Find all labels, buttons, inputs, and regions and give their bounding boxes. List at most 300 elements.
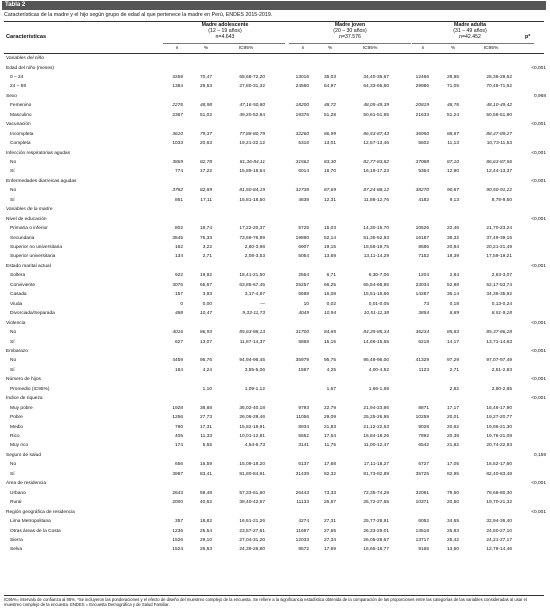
table-cell: 16,18-17,23 <box>363 169 389 175</box>
table-cell: 20,01 <box>446 415 459 421</box>
row-label: Lima Metropolitana <box>10 519 51 524</box>
table-cell: 70,48-71,62 <box>486 84 512 90</box>
row-label: Violencia <box>6 320 26 326</box>
table-cell: 22,79 <box>323 405 336 411</box>
table-cell: 5868 <box>298 339 309 345</box>
table-cell: 15,51-16,66 <box>363 292 389 298</box>
table-cell: 48,98 <box>199 103 212 109</box>
table-cell: 85,37-86,28 <box>486 330 512 335</box>
table-cell: 12,57-13,46 <box>363 141 389 147</box>
table-cell: 13,60 <box>446 547 459 553</box>
row-label: Índice de riqueza <box>6 396 43 402</box>
table-cell: 8,78-9,50 <box>491 197 512 203</box>
table-cell: 28,38-29,52 <box>486 74 512 80</box>
table-cell: 12,44-13,37 <box>486 169 512 175</box>
table-row <box>0 405 550 413</box>
table-cell: 38,88 <box>199 405 212 411</box>
table-cell: 27,65 <box>323 528 336 534</box>
table-cell: 19,86-21,30 <box>486 424 512 430</box>
table-cell: 28,95 <box>446 74 459 80</box>
table-cell: 83,30 <box>323 159 336 165</box>
table-cell: 34,36-35,92 <box>486 292 512 298</box>
p-value: <0,001 <box>531 178 546 184</box>
table-cell: 2,82 <box>449 386 459 392</box>
table-row <box>0 272 550 280</box>
table-cell: 1,10 <box>202 386 212 392</box>
table-cell: 11,88-12,76 <box>363 197 389 203</box>
table-cell: 48,76 <box>446 103 459 109</box>
row-label: Conviviente <box>10 282 36 288</box>
table-cell: 10526 <box>415 226 429 232</box>
table-cell: 19,27-20,77 <box>486 415 512 421</box>
sub-ic-2: IC95% <box>362 46 378 51</box>
table-cell: 11,13 <box>447 141 459 147</box>
row-label: Sí <box>10 197 15 203</box>
table-cell: 8,89 <box>449 311 459 317</box>
table-cell: 3987 <box>172 471 183 477</box>
table-cell: 81,36-84,11 <box>239 159 265 165</box>
table-row <box>0 235 550 243</box>
table-cell: 21,12-22,53 <box>363 424 389 430</box>
table-cell: 38270 <box>415 188 429 194</box>
table-cell: 20819 <box>415 103 429 109</box>
table-cell: 17,11 <box>200 197 212 203</box>
table-cell: 405 <box>174 434 183 439</box>
table-cell: 19,70-21,32 <box>486 500 512 506</box>
table-cell: 27,80-31,32 <box>239 84 265 90</box>
table-cell: 73,59-76,99 <box>239 235 265 241</box>
table-cell: 1597 <box>298 367 309 373</box>
table-cell: 63,85-67,45 <box>239 282 265 288</box>
table-cell: 2643 <box>172 490 183 496</box>
table-cell: 24560 <box>295 84 309 90</box>
table-cell: 35,14 <box>446 292 459 298</box>
p-value: 0,968 <box>533 93 546 99</box>
table-cell: 12033 <box>295 537 309 543</box>
table-cell: 20,50 <box>446 500 459 506</box>
table-cell: 27,04-31,20 <box>239 537 265 543</box>
table-cell: 18,39 <box>446 254 459 260</box>
table-cell: — <box>260 301 265 307</box>
row-label: Completa <box>10 141 31 147</box>
row-label: No <box>10 159 17 165</box>
table-cell: 84,85 <box>323 330 336 335</box>
table-cell: 19,76-21,08 <box>486 434 512 439</box>
table-cell: 40,52 <box>199 500 212 506</box>
table-cell: 134 <box>174 254 183 260</box>
group-rule-2 <box>289 43 411 44</box>
table-cell: 35,03 <box>323 74 336 80</box>
table-cell: 8934 <box>298 424 309 430</box>
table-cell: 24,60-27,10 <box>486 528 512 534</box>
table-cell: 3,93 <box>202 292 212 298</box>
table-cell: 14287 <box>415 292 429 298</box>
table-cell: 11056 <box>296 415 309 421</box>
table-cell: 52,17-53,74 <box>486 282 512 288</box>
table-cell: 32738 <box>295 188 309 194</box>
table-cell: 82,78 <box>199 159 212 165</box>
row-label: Secundaria <box>10 235 35 241</box>
table-cell: 0,02 <box>326 301 336 307</box>
variable-row <box>0 216 550 224</box>
table-cell: 16,65-18,77 <box>363 547 389 553</box>
table-cell: 8586 <box>418 245 429 250</box>
table-cell: 3545 <box>172 235 183 241</box>
table-cell: 162 <box>174 245 183 250</box>
sub-n-2: n <box>301 46 305 51</box>
table-cell: 29,53 <box>199 84 212 90</box>
table-cell: 25,77-28,91 <box>363 519 389 524</box>
table-cell: 11,87-14,37 <box>239 339 265 345</box>
table-cell: 27,31 <box>323 519 336 524</box>
table-cell: 1236 <box>172 528 183 534</box>
table-cell: 20,21-21,49 <box>486 245 512 250</box>
table-cell: 17,22-20,37 <box>239 226 265 232</box>
table-row <box>0 131 550 139</box>
table-cell: 5,55 <box>202 443 212 449</box>
table-cell: 81,73-82,89 <box>363 471 389 477</box>
table-cell: 1,67 <box>326 386 336 392</box>
table-cell: 84,35-85,34 <box>363 330 389 335</box>
table-cell: 88,47-89,27 <box>486 131 512 137</box>
table-cell: 3854 <box>418 311 429 317</box>
table-cell: 14,17 <box>446 339 459 345</box>
table-cell: 1033 <box>172 141 183 147</box>
table-cell: 6907 <box>298 245 309 250</box>
table-cell: 3,22 <box>202 245 212 250</box>
table-cell: 10,73-11,53 <box>486 141 512 147</box>
table-cell: 48,10-49,42 <box>486 103 512 109</box>
table-cell: 16,52-17,60 <box>486 462 512 468</box>
table-cell: 9,33-11,73 <box>242 311 265 317</box>
variable-row <box>0 320 550 328</box>
variable-row <box>0 348 550 356</box>
table-cell: 32081 <box>415 490 429 496</box>
table-cell: 26,67 <box>323 500 336 506</box>
table-cell: 5725 <box>298 226 309 232</box>
table-cell: 21,82 <box>446 443 459 449</box>
table-cell: 95,48-96,00 <box>363 358 389 364</box>
table-cell: 1928 <box>172 405 183 411</box>
table-cell: 15,03 <box>323 226 336 232</box>
table-cell: 9165 <box>418 547 429 553</box>
table-row <box>0 102 550 110</box>
p-value: <0,001 <box>531 263 546 269</box>
table-cell: 25,42 <box>446 537 459 543</box>
table-cell: 71,05 <box>446 84 459 90</box>
table-cell: 16,46-17,90 <box>486 405 512 411</box>
table-cell: 16,61-21,26 <box>239 519 265 524</box>
table-label: Tabla 2 <box>2 1 546 10</box>
table-cell: 10 <box>303 301 309 307</box>
table-cell: 12466 <box>415 74 429 80</box>
table-row <box>0 140 550 148</box>
table-cell: 68,68-72,20 <box>239 74 265 80</box>
table-row <box>0 386 550 394</box>
variable-row <box>0 178 550 186</box>
table-cell: 64,33-65,60 <box>363 84 389 90</box>
table-cell: 41329 <box>415 358 429 364</box>
table-cell: 10,47 <box>199 311 212 317</box>
row-label: Rico <box>10 434 20 439</box>
table-cell: 15,81-18,50 <box>239 197 265 203</box>
table-cell: 6542 <box>418 443 429 449</box>
table-cell: 1256 <box>172 415 183 421</box>
table-cell: 4016 <box>172 330 183 335</box>
table-cell: 16,84-18,26 <box>363 434 389 439</box>
table-row <box>0 197 550 205</box>
row-label: Masculino <box>10 112 32 118</box>
table-cell: 10,51-11,38 <box>363 311 389 317</box>
table-caption: Características de la madre y el hijo según grupo de edad al que pertenece la madre en Perú, ENDES 2015-2019. <box>4 12 273 18</box>
table-cell: 10,94 <box>323 311 336 317</box>
table-cell: 81,80-84,91 <box>239 471 265 477</box>
table-cell: 1204 <box>418 273 429 279</box>
table-cell: 627 <box>174 339 183 345</box>
table-cell: 13,71-14,63 <box>486 339 512 345</box>
table-cell: 20,74-22,93 <box>486 443 512 449</box>
table-cell: 3,55-5,06 <box>244 367 265 373</box>
p-value: 0,159 <box>533 452 546 458</box>
table-cell: 36234 <box>415 330 429 335</box>
row-label: Urbano <box>10 490 26 496</box>
table-cell: 13717 <box>415 537 429 543</box>
table-cell: 27,34 <box>323 537 336 543</box>
table-cell: 36,02-40,18 <box>239 405 265 411</box>
table-cell: 50,58-51,90 <box>486 112 512 118</box>
table-cell: 51,28 <box>323 112 336 118</box>
table-cell: 4,25 <box>326 367 336 373</box>
table-cell: 1,66-1,69 <box>368 386 389 392</box>
table-cell: 31700 <box>295 330 309 335</box>
table-row <box>0 310 550 318</box>
table-cell: 12,78-14,46 <box>486 547 512 553</box>
table-cell: 12,31 <box>323 197 336 203</box>
table-cell: 802 <box>174 226 183 232</box>
table-row <box>0 301 550 309</box>
table-cell: 656 <box>174 462 183 468</box>
table-cell: 16,08 <box>323 292 336 298</box>
table-cell: 1,09-1,12 <box>244 386 265 392</box>
row-label: Seguro de salud <box>6 452 41 458</box>
table-cell: 17,31 <box>199 424 212 430</box>
table-cell: 4049 <box>298 311 309 317</box>
table-cell: 9,13 <box>449 197 459 203</box>
table-cell: 17,22 <box>199 169 212 175</box>
table-cell: 0 <box>180 301 183 307</box>
table-cell: 5552 <box>298 434 309 439</box>
table-cell: 17,69 <box>323 547 336 553</box>
table-cell: 9572 <box>298 547 309 553</box>
table-cell: 18,41-21,50 <box>239 273 265 279</box>
table-cell: 66,25 <box>323 282 336 288</box>
table-row <box>0 528 550 536</box>
table-cell: 14,30-15,70 <box>363 226 389 232</box>
table-cell: 32,94-36,40 <box>486 519 512 524</box>
table-cell: 16187 <box>415 235 429 241</box>
table-cell: 82,95 <box>446 471 459 477</box>
table-cell: 34,65 <box>446 519 459 524</box>
table-cell: 73 <box>423 301 429 307</box>
table-row <box>0 187 550 195</box>
table-row <box>0 253 550 261</box>
table-cell: 13,01 <box>323 141 336 147</box>
table-cell: 11133 <box>296 500 309 506</box>
table-cell: 87,10 <box>446 159 459 165</box>
table-cell: 18,74 <box>199 226 212 232</box>
group-rule-3 <box>412 43 534 44</box>
row-label: Superior universitaria <box>10 254 56 260</box>
row-label: Vacunación <box>6 122 31 128</box>
row-label: Sexo <box>6 93 17 99</box>
table-cell: 22,46 <box>446 226 459 232</box>
table-row <box>0 537 550 545</box>
table-cell: 18,82 <box>199 519 212 524</box>
table-cell: 79,50 <box>446 490 459 496</box>
table-cell: 25,54 <box>199 528 212 534</box>
table-cell: 9793 <box>298 405 309 411</box>
row-label: Otras áreas de la Costa <box>10 528 61 534</box>
table-cell: 83,41 <box>199 471 212 477</box>
table-cell: 75,33 <box>199 235 212 241</box>
sub-pct-3: % <box>450 46 456 51</box>
table-cell: 20,62 <box>446 424 459 430</box>
row-label: Incompleta <box>10 131 34 137</box>
table-cell: 9028 <box>418 424 429 430</box>
table-cell: 0,01-0,05 <box>368 301 389 307</box>
table-cell: 19,21-22,12 <box>239 141 265 147</box>
table-cell: 88,87 <box>446 131 459 137</box>
table-cell: 4,24 <box>202 367 212 373</box>
table-footnote: IC95%= intervalo de confianza al 95%. *Se incluyeron las ponderaciones y el efecto de diseño del muestreo complejo de la encuesta. Se refiere a la significancia estadística obtenida de la comparación de las proporciones entre las categorías de las variables consideradas al usar el muestreo complejo de la encuesta. ENDES = Encuesta Demográfica y de Salud Familiar. <box>4 597 527 608</box>
table-cell: 15,09-18,20 <box>239 462 265 468</box>
row-label: Pobre <box>10 415 23 421</box>
row-label: Selva <box>10 547 22 553</box>
table-cell: 52,14 <box>323 235 336 241</box>
row-label: Número de hijos <box>6 377 41 383</box>
table-cell: 47,16-50,80 <box>239 103 265 109</box>
table-cell: 85,63-88,13 <box>239 330 265 335</box>
table-cell: 21,83 <box>323 424 336 430</box>
table-cell: 357 <box>174 519 183 524</box>
table-cell: 2000 <box>172 500 183 506</box>
sub-pct-1: % <box>203 46 209 51</box>
section-row <box>0 55 550 63</box>
table-row <box>0 433 550 441</box>
table-cell: 6137 <box>298 462 309 468</box>
table-cell: 3141 <box>298 443 309 449</box>
table-cell: 4274 <box>298 519 309 524</box>
table-cell: 3,17-4,87 <box>244 292 265 298</box>
table-cell: 79,37 <box>199 131 212 137</box>
table-cell: 17,68 <box>323 462 336 468</box>
table-cell: 35725 <box>415 471 429 477</box>
table-cell: 488 <box>174 311 183 317</box>
table-cell: 20,63 <box>199 141 212 147</box>
table-cell: 86,93 <box>199 330 212 335</box>
p-value: <0,001 <box>531 509 546 515</box>
table-cell: 2564 <box>298 273 309 279</box>
table-cell: 82,40-83,48 <box>486 471 512 477</box>
table-cell: 48,05-49,39 <box>363 103 389 109</box>
table-cell: 6218 <box>418 339 429 345</box>
table-row <box>0 499 550 507</box>
table-cell: 73,33 <box>323 490 336 496</box>
table-cell: 23,57-27,61 <box>239 528 265 534</box>
table-cell: 2276 <box>172 103 183 109</box>
table-cell: 65,54-66,95 <box>363 282 389 288</box>
table-cell: 37,49-39,15 <box>486 235 512 241</box>
table-cell: 2,80-2,85 <box>491 386 512 392</box>
row-label: No <box>10 358 17 364</box>
table-cell: 7152 <box>418 254 429 260</box>
table-cell: 3610 <box>172 131 183 137</box>
table-row <box>0 461 550 469</box>
table-cell: 1526 <box>172 537 183 543</box>
table-cell: 2,71 <box>202 254 212 260</box>
table-cell: 0,13-0,24 <box>491 301 512 307</box>
table-cell: 13518 <box>415 528 429 534</box>
group-rule-1 <box>163 43 285 44</box>
table-cell: 2,60-3,98 <box>244 245 265 250</box>
table-cell: 2,63-3,07 <box>491 273 512 279</box>
table-cell: 86,53-87,43 <box>363 131 389 137</box>
table-cell: 95,75 <box>323 358 336 364</box>
table-row <box>0 442 550 450</box>
table-cell: 34,40-35,67 <box>363 74 389 80</box>
row-label: Soltera <box>10 273 26 279</box>
table-cell: 29,09 <box>323 415 336 421</box>
table-row <box>0 357 550 365</box>
variable-row <box>0 376 550 384</box>
table-row <box>0 282 550 290</box>
table-cell: 65,67 <box>199 282 212 288</box>
variable-row <box>0 65 550 73</box>
row-label: Nivel de educación <box>6 216 47 222</box>
p-value: <0,001 <box>531 396 546 402</box>
table-cell: 24,39-28,80 <box>239 547 265 553</box>
table-cell: 90,50-91,22 <box>486 188 512 194</box>
p-value: <0,001 <box>531 65 546 71</box>
table-row <box>0 112 550 120</box>
table-cell: 4459 <box>172 358 183 364</box>
table-row <box>0 490 550 498</box>
sub-ic-1: IC95% <box>238 46 254 51</box>
table-cell: 18200 <box>295 103 309 109</box>
table-cell: 16,59 <box>199 462 212 468</box>
table-cell: 11,00-12,47 <box>363 443 389 449</box>
table-cell: 77,88-80,79 <box>239 131 265 137</box>
row-label: Infección respiratorias agudas <box>6 150 70 156</box>
row-label: No <box>10 462 17 468</box>
variable-row <box>0 452 550 460</box>
row-label: Enfermedades diarreicas agudas <box>6 178 77 184</box>
table-cell: 5698 <box>298 292 309 298</box>
variable-row <box>0 480 550 488</box>
table-cell: 6,30-7,06 <box>368 273 389 279</box>
p-value: <0,001 <box>531 320 546 326</box>
table-cell: 19,15 <box>323 245 336 250</box>
row-label: Sí <box>10 169 15 175</box>
table-row <box>0 225 550 233</box>
table-cell: 1384 <box>172 84 183 90</box>
table-cell: 32260 <box>295 131 309 137</box>
table-cell: 2,08-3,53 <box>244 254 265 260</box>
table-cell: 3869 <box>172 159 183 165</box>
table-cell: 95,76 <box>199 358 212 364</box>
row-label: Rural <box>10 500 22 506</box>
table-cell: 31562 <box>295 159 309 165</box>
